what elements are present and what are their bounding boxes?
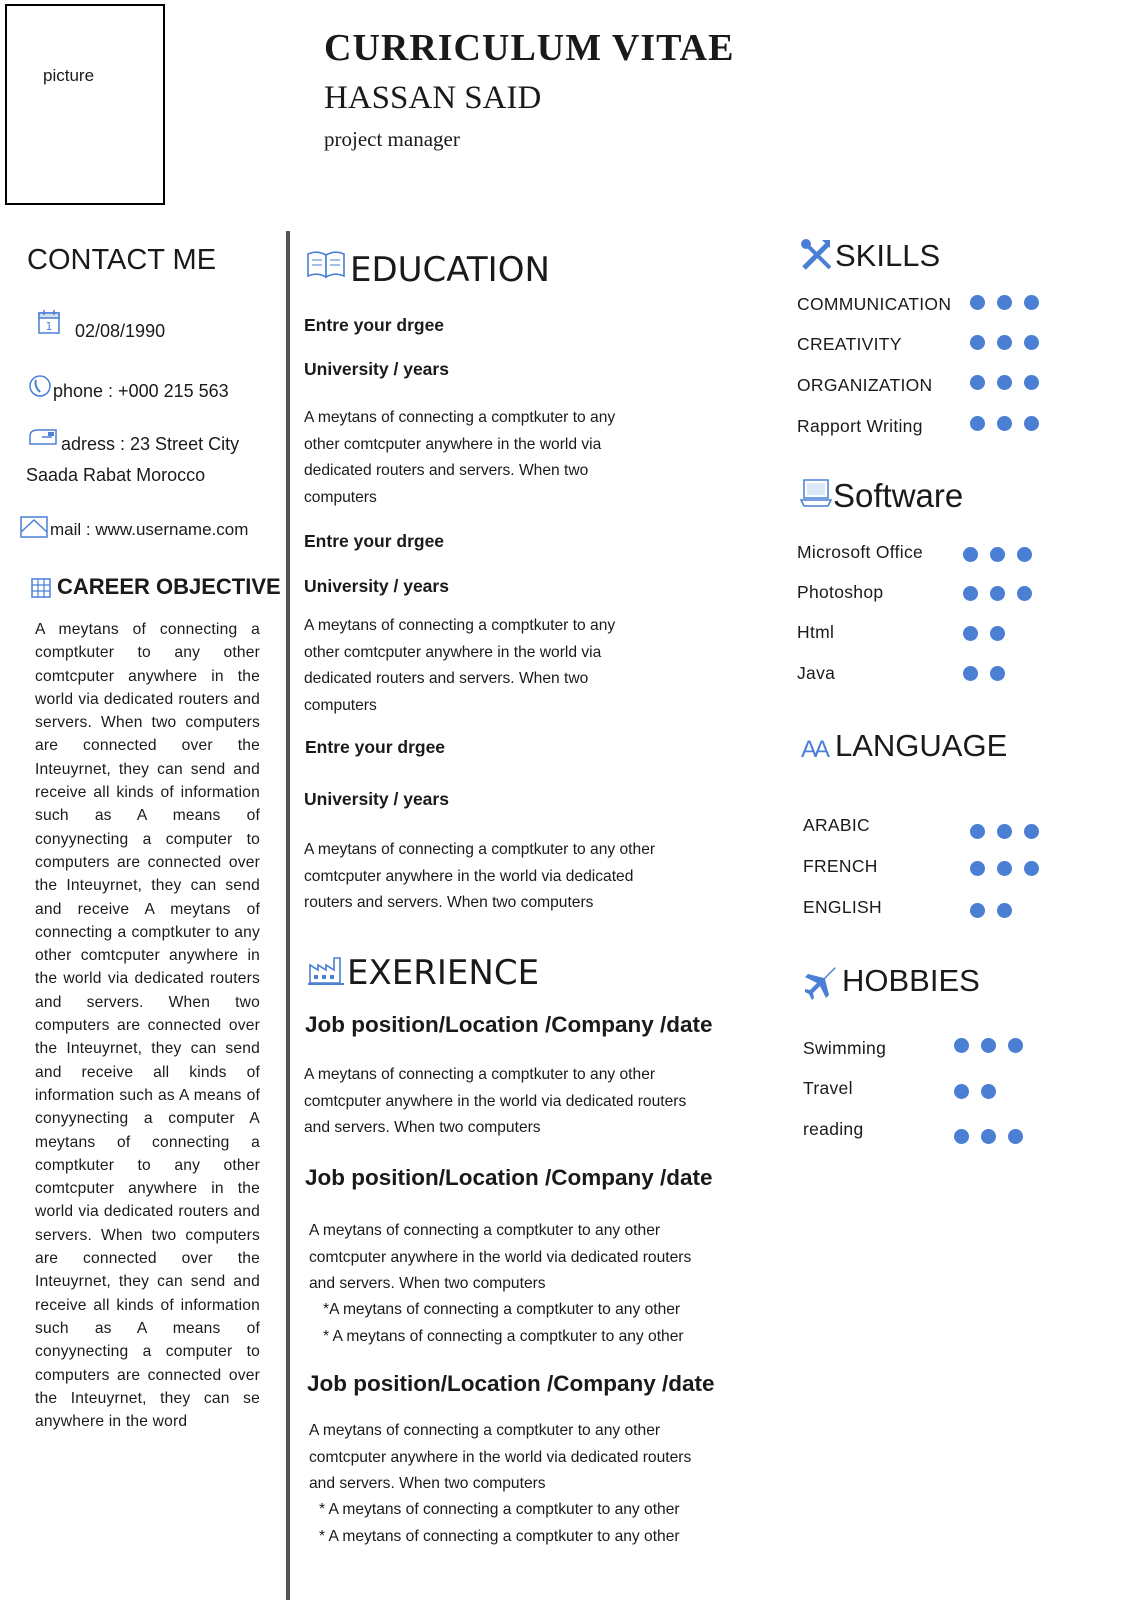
edu-1-degree: Entre your drgee xyxy=(304,315,445,335)
edu-1-description xyxy=(304,405,615,511)
skill-label: ORGANIZATION xyxy=(797,375,933,395)
job-3-line: and servers. When two computers xyxy=(309,1475,546,1492)
hobby-label: Swimming xyxy=(803,1038,887,1058)
tools-icon xyxy=(800,238,834,272)
job-1-line: comtcputer anywhere in the world via dedicated routers xyxy=(304,1092,687,1110)
edu-1-line: other comtcputer anywhere in the world via xyxy=(304,435,602,453)
candidate-position: project manager xyxy=(324,127,460,151)
software-label: Html xyxy=(797,622,835,642)
column-divider xyxy=(286,231,290,1600)
rating-dot xyxy=(970,416,985,431)
svg-text:1: 1 xyxy=(45,320,53,333)
language-label: ARABIC xyxy=(803,815,870,835)
edu-1-line: computers xyxy=(304,488,377,506)
address-line-1: adress : 23 Street City xyxy=(61,434,240,454)
rating-dot xyxy=(963,666,978,681)
job-3-bullets xyxy=(319,1497,680,1550)
address-mailbox-icon xyxy=(28,428,60,450)
rating-dot xyxy=(990,586,1005,601)
job-2-line: and servers. When two computers xyxy=(309,1275,546,1292)
factory-icon xyxy=(308,955,344,985)
rating-dot xyxy=(997,824,1012,839)
rating-dot xyxy=(954,1084,969,1099)
job-3-line: A meytans of connecting a comptkuter to any other xyxy=(309,1422,661,1439)
laptop-icon xyxy=(800,478,832,508)
photo-label: picture xyxy=(43,66,95,85)
job-3-description xyxy=(309,1418,691,1498)
experience-heading: EXERIENCE xyxy=(347,953,540,993)
edu-1-line: dedicated routers and servers. When two xyxy=(304,462,589,479)
rating-dot xyxy=(990,666,1005,681)
book-icon xyxy=(306,250,346,280)
job-2-bullets xyxy=(323,1297,684,1350)
language-heading: LANGUAGE xyxy=(835,728,1008,763)
rating-dot xyxy=(970,335,985,350)
language-font-icon: AA xyxy=(801,736,828,763)
rating-dot xyxy=(1024,295,1039,310)
software-label: Microsoft Office xyxy=(797,542,924,562)
job-2-title: Job position/Location /Company /date xyxy=(305,1165,713,1190)
rating-dot xyxy=(970,295,985,310)
rating-dot xyxy=(1024,335,1039,350)
rating-dot xyxy=(997,416,1012,431)
edu-1-school: University / years xyxy=(304,359,449,379)
rating-dot xyxy=(997,295,1012,310)
rating-dot xyxy=(997,335,1012,350)
edu-2-line: dedicated routers and servers. When two xyxy=(304,670,589,687)
rating-dot xyxy=(970,903,985,918)
skill-label: Rapport Writing xyxy=(797,416,923,436)
hobby-label: reading xyxy=(803,1119,864,1139)
rating-dot xyxy=(997,861,1012,876)
hobby-label: Travel xyxy=(803,1078,853,1098)
edu-2-description xyxy=(304,613,615,719)
edu-3-line: A meytans of connecting a comptkuter to any other xyxy=(304,841,656,858)
edu-3-line: routers and servers. When two computers xyxy=(304,894,594,911)
job-2-bullet: *A meytans of connecting a comptkuter to any other xyxy=(323,1301,681,1318)
rating-dot xyxy=(981,1084,996,1099)
job-2-bullet: * A meytans of connecting a comptkuter to any other xyxy=(323,1327,684,1345)
rating-dot xyxy=(970,375,985,390)
software-heading: Software xyxy=(833,477,964,514)
job-1-line: and servers. When two computers xyxy=(304,1119,541,1136)
mail-icon xyxy=(20,516,48,538)
edu-2-line: A meytans of connecting a comptkuter to any xyxy=(304,617,616,634)
rating-dot xyxy=(997,375,1012,390)
rating-dot xyxy=(954,1038,969,1053)
edu-1-line: A meytans of connecting a comptkuter to any xyxy=(304,409,616,426)
career-objective-heading: CAREER OBJECTIVE xyxy=(57,574,281,599)
job-2-description xyxy=(309,1218,691,1298)
rating-dot xyxy=(1008,1129,1023,1144)
rating-dot xyxy=(990,626,1005,641)
job-2-line: comtcputer anywhere in the world via dedicated routers xyxy=(309,1248,692,1266)
rating-dot xyxy=(970,824,985,839)
skill-label: CREATIVITY xyxy=(797,334,902,354)
job-1-description xyxy=(304,1062,686,1142)
photo-placeholder xyxy=(5,4,165,205)
skill-label: COMMUNICATION xyxy=(797,294,952,314)
software-label: Photoshop xyxy=(797,582,884,602)
edu-3-degree: Entre your drgee xyxy=(305,737,446,757)
rating-dot xyxy=(990,547,1005,562)
calendar-icon xyxy=(38,310,60,334)
rating-dot xyxy=(963,586,978,601)
job-3-line: comtcputer anywhere in the world via dedicated routers xyxy=(309,1448,692,1466)
language-label: FRENCH xyxy=(803,856,878,876)
rating-dot xyxy=(981,1038,996,1053)
hobbies-heading: HOBBIES xyxy=(842,963,980,998)
language-label: ENGLISH xyxy=(803,897,882,917)
skills-heading: SKILLS xyxy=(835,238,941,273)
rating-dot xyxy=(970,861,985,876)
phone: phone : +000 215 563 xyxy=(53,381,229,401)
candidate-name: HASSAN SAID xyxy=(324,80,542,116)
rating-dot xyxy=(1024,375,1039,390)
mail: mail : www.username.com xyxy=(50,520,249,539)
rating-dot xyxy=(1024,416,1039,431)
rating-dot xyxy=(1017,547,1032,562)
rating-dot xyxy=(963,547,978,562)
job-1-title: Job position/Location /Company /date xyxy=(305,1012,713,1037)
job-1-line: A meytans of connecting a comptkuter to any other xyxy=(304,1066,656,1083)
edu-3-line: comtcputer anywhere in the world via dedicated xyxy=(304,867,634,885)
rating-dot xyxy=(997,903,1012,918)
rating-dot xyxy=(954,1129,969,1144)
edu-2-line: computers xyxy=(304,696,377,714)
rating-dot xyxy=(1024,824,1039,839)
career-grid-icon xyxy=(31,578,51,598)
rating-dot xyxy=(1017,586,1032,601)
airplane-icon xyxy=(805,966,839,1000)
career-objective-text: A meytans of connecting a comptkuter to any other comtcputer anywhere in the world via dedicated routers and servers. When two computers are connected over the Inteuyrnet, they can send and receive all kinds of information such as A means of conyynecting a computer to computers are connected over the Inteuyrnet, they can send and receive A meytans of connecting a comptkuter to any other comtcputer anywhere in the world via dedicated routers and servers. When two computers are connected over the Inteuyrnet, they can send and receive all kinds of information such as A means of conyynecting a computer A meytans of connecting a comptkuter to any other comtcputer anywhere in the world via dedicated routers and servers. When two computers are connected over the Inteuyrnet, they can send and receive all kinds of information such as A means of conyynecting a computer to computers are connected over the Inteuyrnet, they can se anywhere in the word xyxy=(35,621,260,1431)
job-2-line: A meytans of connecting a comptkuter to any other xyxy=(309,1222,661,1239)
document-title: CURRICULUM VITAE xyxy=(324,27,735,69)
job-3-bullet: * A meytans of connecting a comptkuter to any other xyxy=(319,1527,680,1545)
rating-dot xyxy=(1024,861,1039,876)
address-line-2: Saada Rabat Morocco xyxy=(26,465,206,485)
phone-icon xyxy=(28,374,52,398)
rating-dot xyxy=(981,1129,996,1144)
education-heading: EDUCATION xyxy=(350,250,550,290)
edu-3-school: University / years xyxy=(304,789,449,809)
birthdate: 02/08/1990 xyxy=(75,321,166,341)
job-3-bullet: * A meytans of connecting a comptkuter to any other xyxy=(319,1501,680,1518)
rating-dot xyxy=(1008,1038,1023,1053)
software-label: Java xyxy=(797,663,836,683)
contact-heading: CONTACT ME xyxy=(27,244,217,276)
job-3-title: Job position/Location /Company /date xyxy=(307,1371,715,1396)
edu-2-degree: Entre your drgee xyxy=(304,531,445,551)
edu-3-description xyxy=(304,837,655,917)
rating-dot xyxy=(963,626,978,641)
edu-2-line: other comtcputer anywhere in the world via xyxy=(304,643,602,661)
edu-2-school: University / years xyxy=(304,576,449,596)
